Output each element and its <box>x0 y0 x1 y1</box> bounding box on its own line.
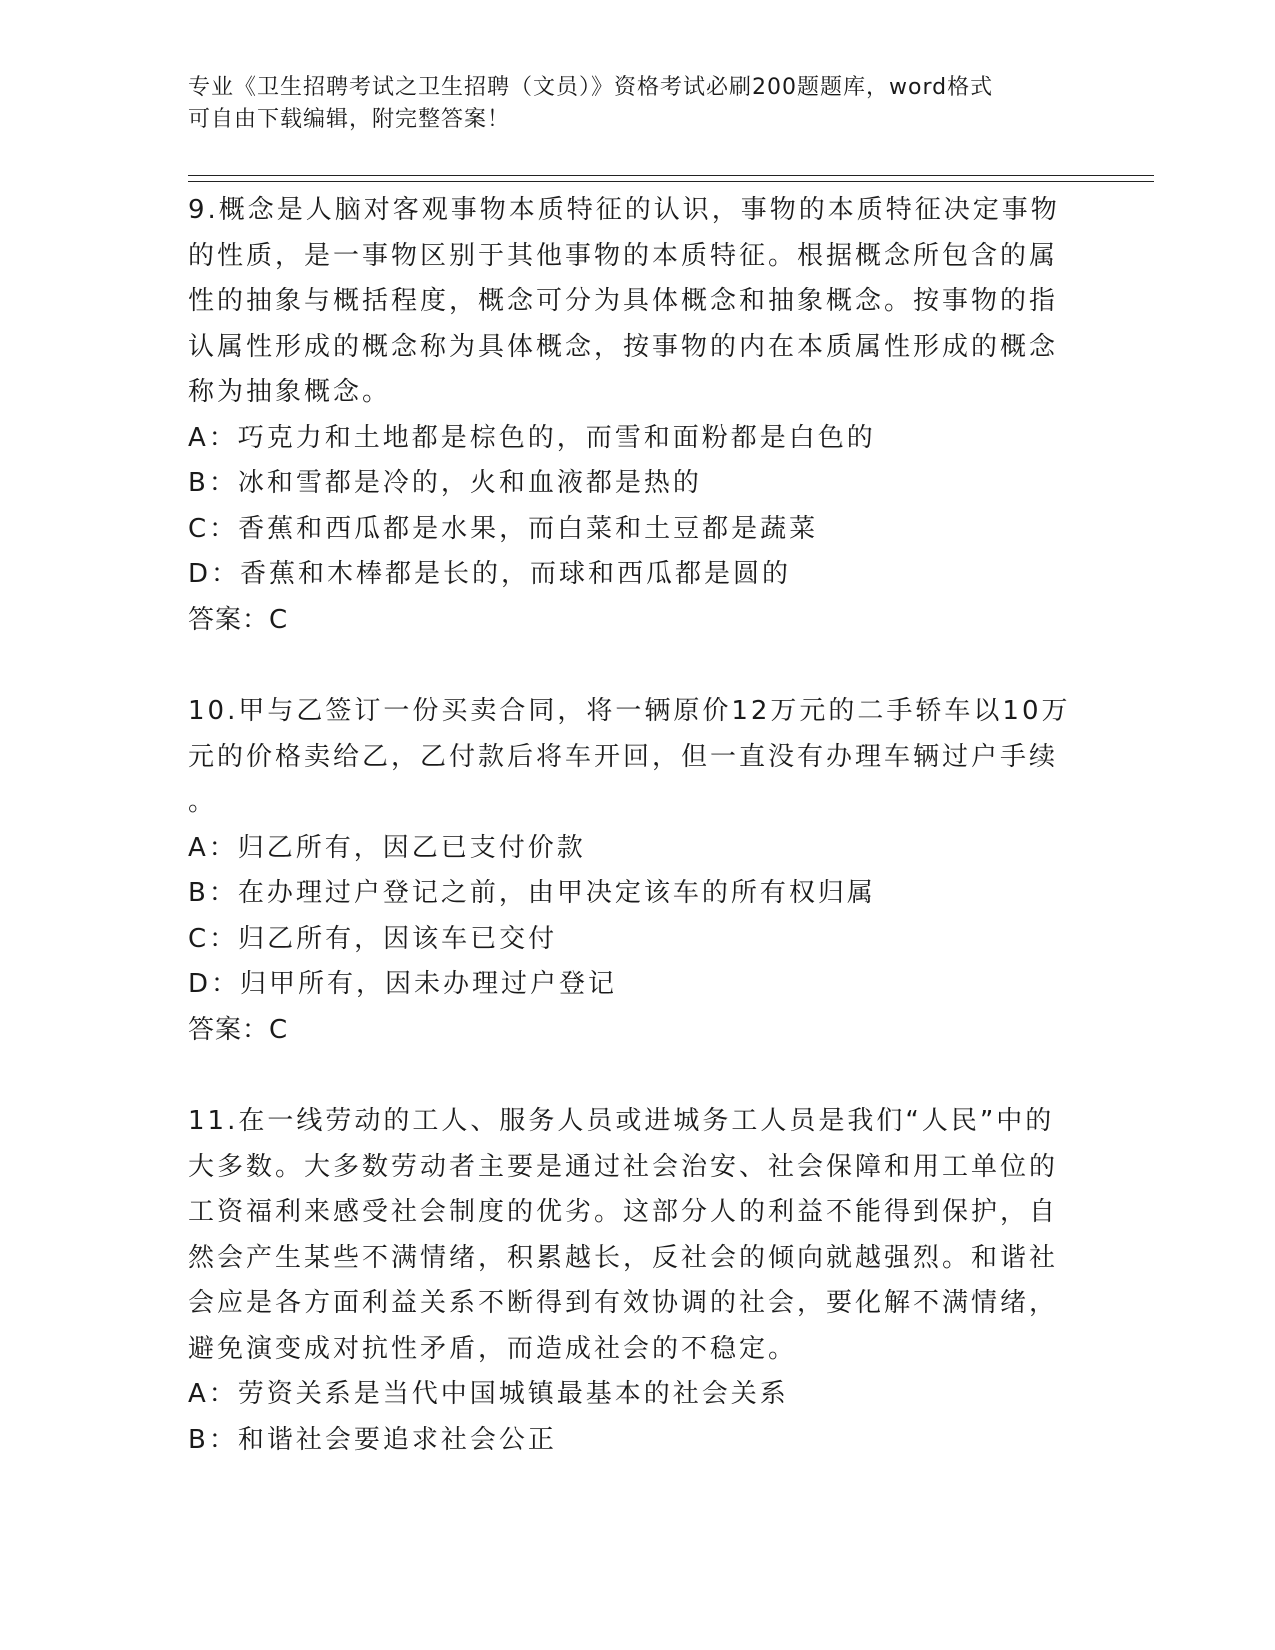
question-spacer <box>188 643 1088 689</box>
question-text-line: 的性质，是一事物区别于其他事物的本质特征。根据概念所包含的属 <box>188 240 1059 271</box>
page-header <box>188 72 1088 136</box>
question-text-line: 。 <box>188 787 218 817</box>
question-text-line: 认属性形成的概念称为具体概念，按事物的内在本质属性形成的概念 <box>188 331 1059 362</box>
option-b: B：冰和雪都是冷的，火和血液都是热的 <box>188 468 702 498</box>
question-list <box>188 188 1088 1463</box>
option-b: B：在办理过户登记之前，由甲决定该车的所有权归属 <box>188 878 876 908</box>
option-b: B：和谐社会要追求社会公正 <box>188 1424 557 1455</box>
option-c: C：香蕉和西瓜都是水果，而白菜和土豆都是蔬菜 <box>188 513 819 544</box>
option-a: A：归乙所有，因乙已支付价款 <box>188 832 586 863</box>
question-text-line: 11.在一线劳动的工人、服务人员或进城务工人员是我们“人民”中的 <box>188 1106 1055 1136</box>
question-9 <box>188 188 1088 643</box>
question-text-line: 会应是各方面利益关系不断得到有效协调的社会，要化解不满情绪， <box>188 1288 1059 1318</box>
question-text-line: 元的价格卖给乙，乙付款后将车开回，但一直没有办理车辆过户手续 <box>188 741 1059 772</box>
question-10 <box>188 689 1088 1053</box>
question-text-line: 性的抽象与概括程度，概念可分为具体概念和抽象概念。按事物的指 <box>188 286 1059 316</box>
question-text-line: 称为抽象概念。 <box>188 377 392 407</box>
header-divider-bottom <box>188 181 1154 182</box>
header-line-1: 专业《卫生招聘考试之卫生招聘（文员）》资格考试必刷200题题库，word格式 <box>188 75 994 100</box>
question-text-line: 避免演变成对抗性矛盾，而造成社会的不稳定。 <box>188 1333 798 1364</box>
answer-line: 答案：C <box>188 1014 289 1045</box>
header-divider-top <box>188 175 1154 176</box>
option-a: A：劳资关系是当代中国城镇最基本的社会关系 <box>188 1379 789 1409</box>
question-text-line: 工资福利来感受社会制度的优劣。这部分人的利益不能得到保护，自 <box>188 1197 1059 1227</box>
answer-line: 答案：C <box>188 604 289 635</box>
question-text-line: 10.甲与乙签订一份买卖合同，将一辆原价12万元的二手轿车以10万 <box>188 696 1071 726</box>
option-d: D：香蕉和木棒都是长的，而球和西瓜都是圆的 <box>188 559 792 589</box>
option-d: D：归甲所有，因未办理过户登记 <box>188 969 618 999</box>
header-line-2: 可自由下载编辑，附完整答案！ <box>188 107 511 132</box>
question-spacer <box>188 1053 1088 1099</box>
question-11 <box>188 1099 1088 1463</box>
option-c: C：归乙所有，因该车已交付 <box>188 923 558 954</box>
question-text-line: 然会产生某些不满情绪，积累越长，反社会的倾向就越强烈。和谐社 <box>188 1242 1059 1273</box>
option-a: A：巧克力和土地都是棕色的，而雪和面粉都是白色的 <box>188 422 876 453</box>
question-text-line: 大多数。大多数劳动者主要是通过社会治安、社会保障和用工单位的 <box>188 1151 1059 1182</box>
question-text-line: 9.概念是人脑对客观事物本质特征的认识，事物的本质特征决定事物 <box>188 195 1060 225</box>
